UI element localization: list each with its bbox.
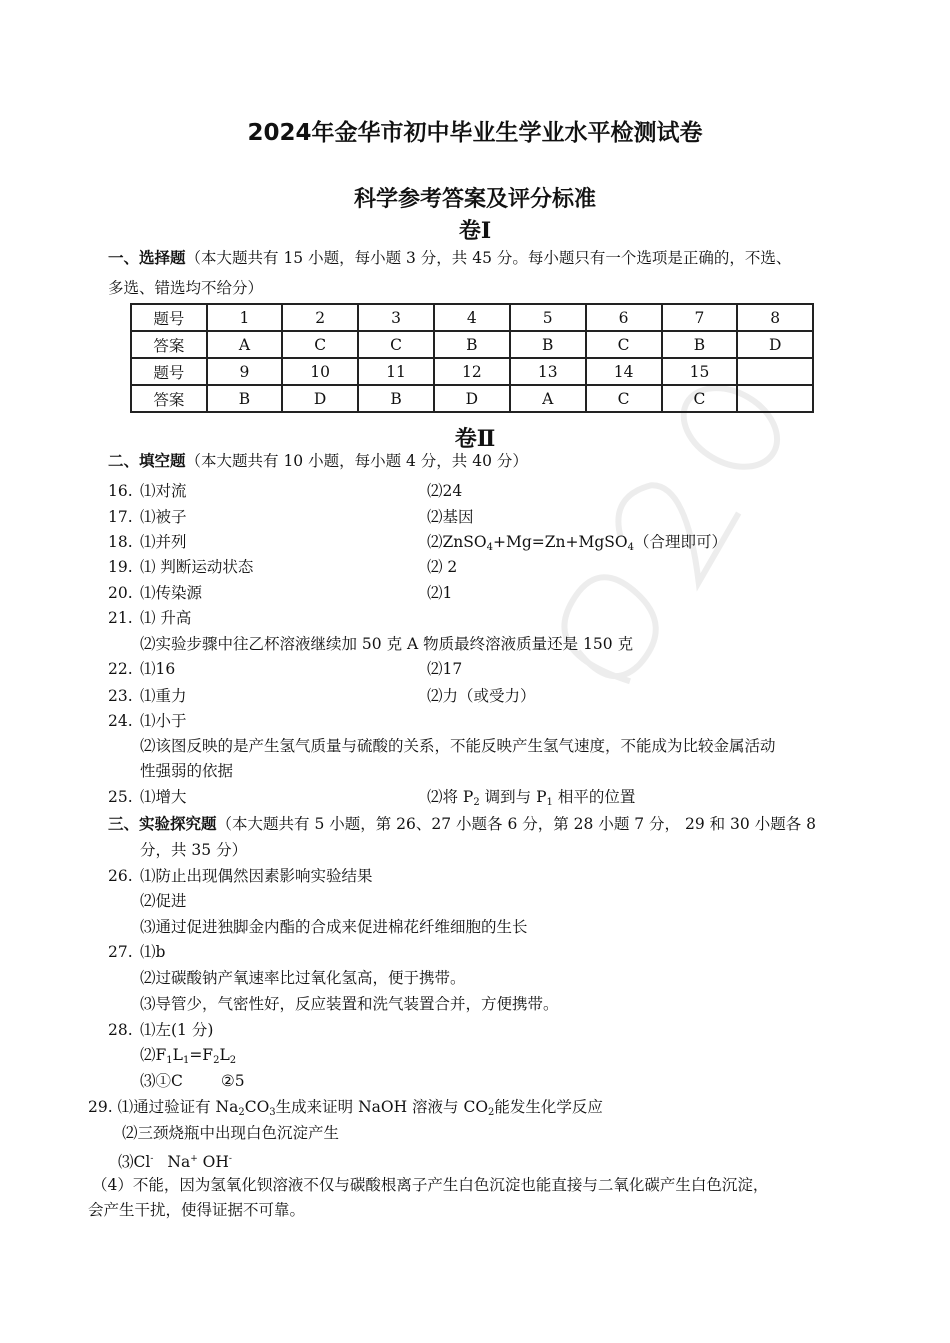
- row-header-cell: 答案: [131, 385, 207, 412]
- table-cell: 3: [358, 304, 434, 331]
- section-3-desc: 分，共 35 分）: [140, 841, 248, 859]
- q23-part2: ⑵力（或受力）: [427, 687, 536, 705]
- q17-part1: ⑴被子: [140, 508, 187, 526]
- q29-part3: ⑶Cl- Na+ OH-: [118, 1153, 232, 1171]
- table-cell: 1: [207, 304, 283, 331]
- table-cell: 12: [434, 358, 510, 385]
- table-cell: 4: [434, 304, 510, 331]
- q22-part2: ⑵17: [427, 660, 463, 678]
- q20-part2: ⑵1: [427, 584, 453, 602]
- q28-number: 28.: [108, 1021, 133, 1039]
- q27-number: 27.: [108, 943, 133, 961]
- q23-part1: ⑴重力: [140, 687, 187, 705]
- table-cell: C: [662, 385, 738, 412]
- table-cell: D: [434, 385, 510, 412]
- table-cell: A: [510, 385, 586, 412]
- q29-part4-cont: 会产生干扰，使得证据不可靠。: [88, 1201, 306, 1219]
- q26-part2: ⑵促进: [140, 892, 187, 910]
- table-cell: 2: [282, 304, 358, 331]
- q21-part2: ⑵实验步骤中往乙杯溶液继续加 50 克 A 物质最终溶液质量还是 150 克: [140, 635, 634, 653]
- q28-part1: ⑴左(1 分): [140, 1021, 214, 1039]
- table-cell: 11: [358, 358, 434, 385]
- table-cell: B: [207, 385, 283, 412]
- row-header-cell: 题号: [131, 304, 207, 331]
- table-cell: B: [662, 331, 738, 358]
- q18-part1: ⑴并列: [140, 533, 187, 551]
- q25-part1: ⑴增大: [140, 788, 187, 806]
- table-cell: 7: [662, 304, 738, 331]
- q28-part3: ⑶①C ②5: [140, 1072, 245, 1090]
- q25-part2: ⑵将 $P_2$ 调到与 $P_1$ 相平的位置: [427, 788, 636, 808]
- q18-number: 18.: [108, 533, 133, 551]
- q26-part3: ⑶通过促进独脚金内酯的合成来促进棉花纤维细胞的生长: [140, 918, 528, 936]
- table-cell: 9: [207, 358, 283, 385]
- q22-part1: ⑴16: [140, 660, 176, 678]
- table-cell: D: [737, 331, 813, 358]
- q24-part2-cont: 性强弱的依据: [140, 762, 234, 780]
- table-cell: 14: [586, 358, 662, 385]
- section-3-heading: 三、实验探究题（本大题共有 5 小题，第 26、27 小题各 6 分，第 28 小题 7 分， 29 和 30 小题各 8: [108, 815, 816, 833]
- volume-2-heading: 卷Ⅱ: [454, 426, 496, 452]
- q24-number: 24.: [108, 712, 133, 730]
- table-row: [131, 304, 813, 331]
- table-row: [131, 385, 813, 412]
- table-cell: 15: [662, 358, 738, 385]
- table-cell: B: [434, 331, 510, 358]
- q17-number: 17.: [108, 508, 133, 526]
- q22-number: 22.: [108, 660, 133, 678]
- document-title: 2024年金华市初中毕业生学业水平检测试卷: [247, 120, 703, 146]
- table-cell: 13: [510, 358, 586, 385]
- row-header-cell: 答案: [131, 331, 207, 358]
- table-cell: 10: [282, 358, 358, 385]
- table-cell: [737, 358, 813, 385]
- row-header-cell: 题号: [131, 358, 207, 385]
- table-row: [131, 331, 813, 358]
- q26-number: 26.: [108, 867, 133, 885]
- table-cell: B: [358, 385, 434, 412]
- q23-number: 23.: [108, 687, 133, 705]
- q17-part2: ⑵基因: [427, 508, 474, 526]
- q29-part2: ⑵三颈烧瓶中出现白色沉淀产生: [122, 1124, 340, 1142]
- q21-part1: ⑴ 升高: [140, 609, 192, 627]
- table-cell: B: [510, 331, 586, 358]
- table-cell: A: [207, 331, 283, 358]
- table-cell: C: [282, 331, 358, 358]
- q16-number: 16.: [108, 482, 133, 500]
- table-row: [131, 358, 813, 385]
- q24-part1: ⑴小于: [140, 712, 187, 730]
- section-1-desc: 多选、错选均不给分）: [108, 279, 264, 297]
- q20-part1: ⑴传染源: [140, 584, 203, 602]
- answer-table: [130, 303, 814, 413]
- q26-part1: ⑴防止出现偶然因素影响实验结果: [140, 867, 373, 885]
- q21-number: 21.: [108, 609, 133, 627]
- q19-part1: ⑴ 判断运动状态: [140, 558, 254, 576]
- q16-part1: ⑴对流: [140, 482, 187, 500]
- table-cell: 8: [737, 304, 813, 331]
- section-2-heading: 二、填空题（本大题共有 10 小题，每小题 4 分，共 40 分）: [108, 452, 528, 470]
- volume-1-heading: 卷Ⅰ: [458, 218, 492, 244]
- table-cell: [737, 385, 813, 412]
- table-cell: C: [586, 385, 662, 412]
- q27-part2: ⑵过碳酸钠产氧速率比过氧化氢高，便于携带。: [140, 969, 466, 987]
- q27-part3: ⑶导管少，气密性好，反应装置和洗气装置合并，方便携带。: [140, 995, 559, 1013]
- q24-part2: ⑵该图反映的是产生氢气质量与硫酸的关系，不能反映产生氢气速度，不能成为比较金属活动: [140, 737, 776, 755]
- q19-number: 19.: [108, 558, 133, 576]
- q29-part1: 29. ⑴通过验证有 $Na_2CO_3$生成来证明 NaOH 溶液与 $CO_2$能发生化学反应: [88, 1098, 603, 1118]
- table-cell: D: [282, 385, 358, 412]
- q19-part2: ⑵ 2: [427, 558, 458, 576]
- table-cell: C: [358, 331, 434, 358]
- table-cell: 6: [586, 304, 662, 331]
- q25-number: 25.: [108, 788, 133, 806]
- section-1-heading: 一、选择题（本大题共有 15 小题，每小题 3 分，共 45 分。每小题只有一个选项是正确的，不选、: [108, 249, 792, 267]
- document-subtitle: 科学参考答案及评分标准: [353, 187, 596, 212]
- q27-part1: ⑴b: [140, 943, 166, 961]
- table-cell: 5: [510, 304, 586, 331]
- q18-part2: ⑵ZnSO$_4$+Mg=Zn+MgSO$_4$（合理即可）: [427, 533, 727, 553]
- q16-part2: ⑵24: [427, 482, 463, 500]
- q20-number: 20.: [108, 584, 133, 602]
- q29-part4: （4）不能，因为氢氧化钡溶液不仅与碳酸根离子产生白色沉淀也能直接与二氧化碳产生白色沉淀，: [92, 1176, 769, 1194]
- q28-part2: $⑵F_1L_1=F_2L_2$: [140, 1046, 237, 1066]
- table-cell: C: [586, 331, 662, 358]
